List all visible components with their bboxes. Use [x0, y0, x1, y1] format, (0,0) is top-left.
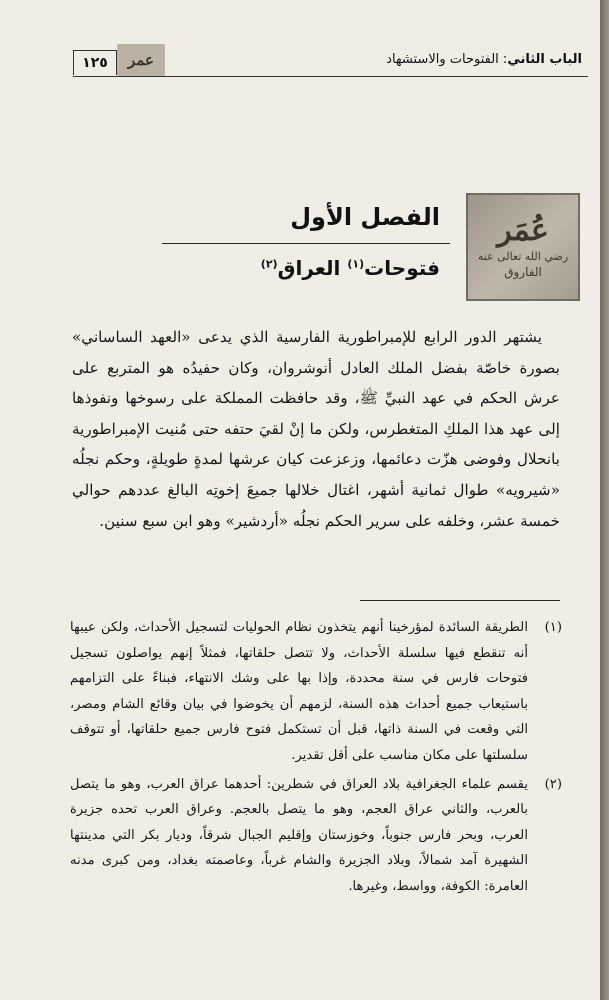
footnote-number: (١) [544, 620, 562, 635]
body-text [72, 322, 560, 536]
section-title [261, 256, 440, 280]
emblem-calligraphy: عُمَر [497, 212, 549, 248]
header-logo-icon: عمر [117, 44, 165, 76]
footnote-text: الطريقة السائدة لمؤرخينا أنهم يتخذون نظام الحوليات لتسجيل الأحداث، ولكن عيبها أنه تنقطع فيها سلسلة الأحداث، ولا تتصل حلقاتها، فمثلاً إنهم يواصلون تسجيل فتوحات فارس في سنة محددة، وإذا بها على وشك الانتهاء، فبناءً على التزامهم باستيعاب جميع أحداث هذه السنة، لزمهم أن يخوضوا في بيان وقائع الشام ومصر، التي وقعت في السنة ذاتها، قبل أن تستكمل فتوح فارس جميع حلقاتها، أو تتوقف سلسلتها على مكان مناسب على أقل تقدير. [70, 620, 528, 763]
footnotes [70, 615, 562, 903]
footnote-item [70, 772, 562, 900]
page-number: ١٢٥ [73, 50, 117, 75]
chapter-label: الفصل الأول [290, 203, 440, 231]
footnote-number: (٢) [544, 776, 562, 792]
book-spine [600, 0, 609, 1000]
header-rule [73, 76, 588, 77]
running-header-part: الباب الثاني [507, 52, 582, 67]
section-title-word2: العراق [277, 256, 341, 280]
running-header [386, 52, 582, 67]
footnote-ref-1[interactable]: (١) [347, 257, 365, 271]
chapter-emblem-icon [466, 193, 580, 301]
footnote-separator [360, 600, 560, 601]
running-header-subtitle: : الفتوحات والاستشهاد [386, 52, 508, 67]
section-title-word1: فتوحات [364, 256, 440, 280]
footnote-ref-2[interactable]: (٢) [260, 257, 278, 271]
body-paragraph: يشتهر الدور الرابع للإمبراطورية الفارسية الذي يدعى «العهد الساساني» بصورة خاصّة بفضل الملك العادل أنوشروان، وكان حفيدُه هو المتربع على عرش الحكم في عهد النبيِّ ﷺ، وقد حافظت المملكة على رسوخها ونفوذها إلى عهد هذا الملكِ المتغطرس، ولكن ما إنْ لقيَ حتفه حتى مُنيت الإمبراطورية بانحلال وفوضى هزّت دعائمها، وزعزعت كيان عرشها لمدةٍ طويلةٍ، وحكم نجلُه «شيرويه» طوال ثمانية أشهر، اغتال خلالها جميعَ إخوتِه البالغ عددهم حوالي خمسة عشر، وخلفه على سرير الحكم نجلُه «أردشير» وهو ابن سبع سنين. [72, 328, 560, 530]
chapter-rule [162, 243, 450, 244]
footnote-item [70, 615, 562, 769]
emblem-invocation: رضي الله تعالى عنه [477, 249, 569, 263]
emblem-title: الفاروق [504, 264, 542, 279]
footnote-text: يقسم علماء الجغرافية بلاد العراق في شطرين: أحدهما عراق العرب، وهو ما يتصل بالعرب، والثاني عراق العجم، وهو ما يتصل بالعجم. وعراق العرب تحده جزيرة العرب، وبحر فارس جنوباً، وخوزستان وإقليم الجبال شرقاً، وديار بكر التي مدينتها الشهيرة آمد شمالاً، وبلاد الجزيرة والشام غرباً، وعاصمته بغداد، ومن كبرى مدنه العامرة: الكوفة، وواسط، وغيرها. [70, 776, 528, 894]
